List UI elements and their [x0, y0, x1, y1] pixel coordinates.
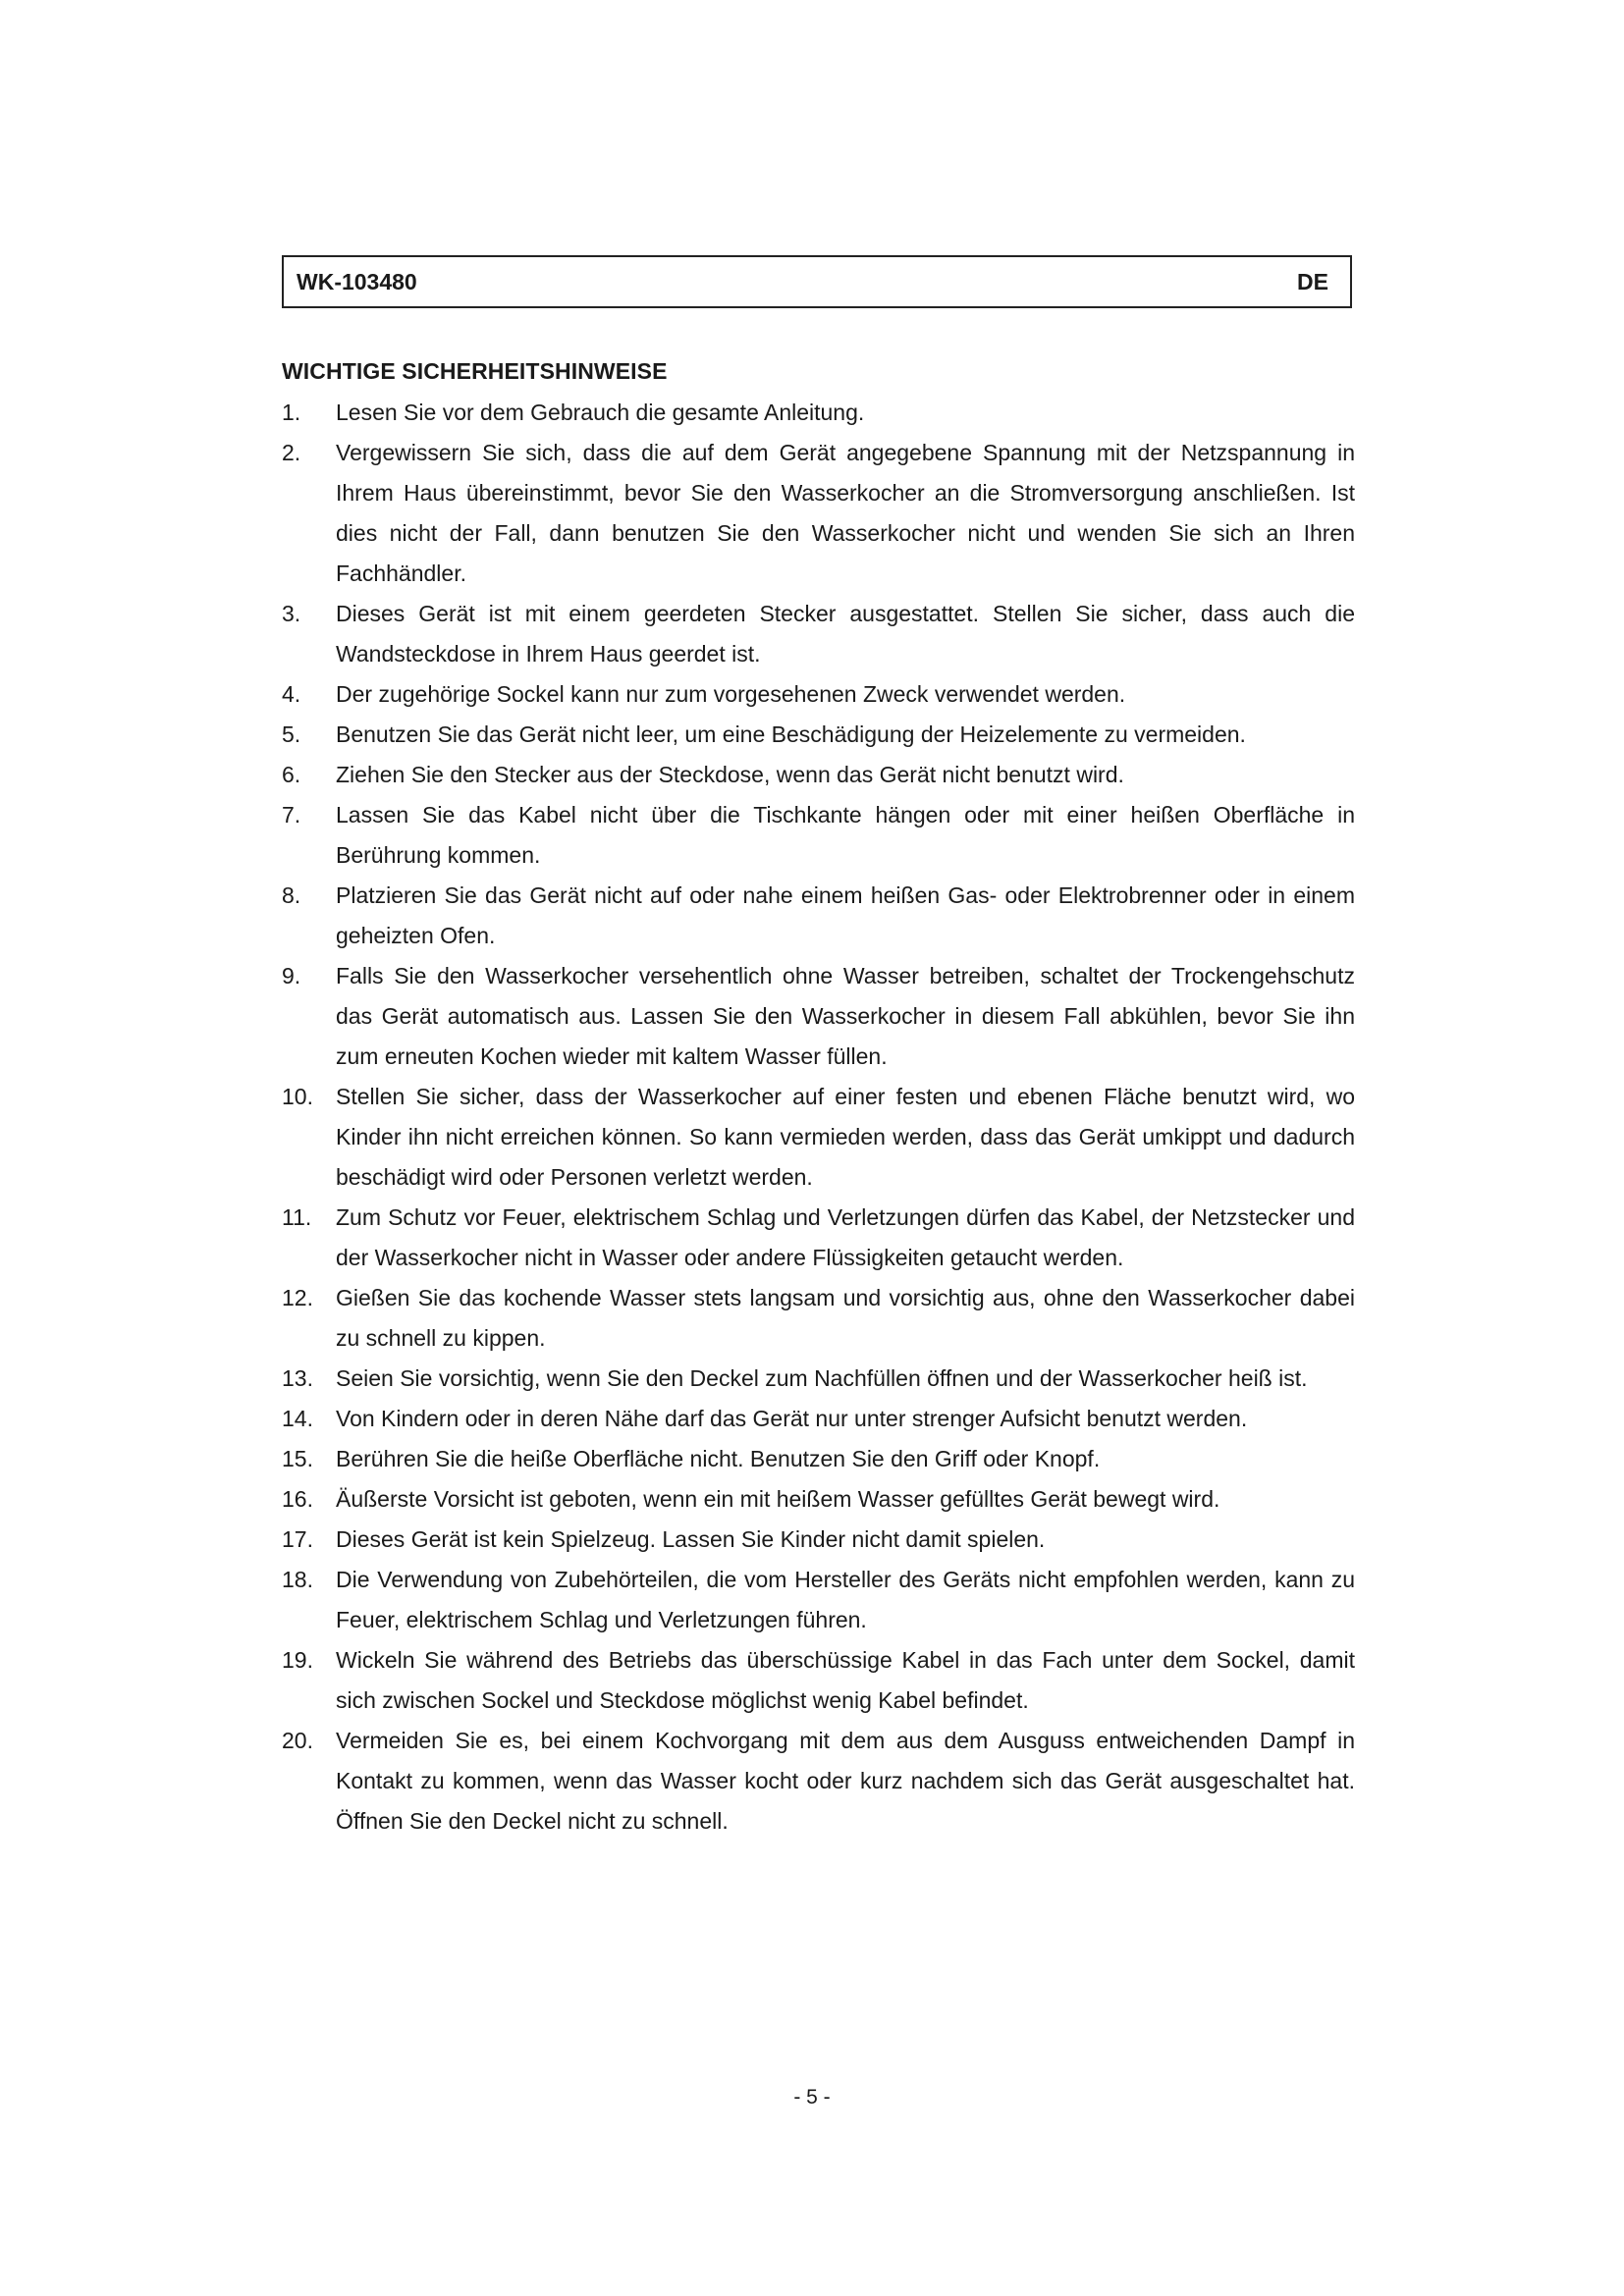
item-number: 15.	[282, 1446, 313, 1471]
list-item	[282, 674, 1355, 715]
item-number: 3.	[282, 601, 301, 626]
language-code: DE	[1297, 268, 1328, 294]
item-text: Die Verwendung von Zubehörteilen, die vom Hersteller des Geräts nicht empfohlen werden, kann zu Feuer, elektrischem Schlag und Verletzungen führen.	[336, 1567, 1355, 1632]
item-text: Zum Schutz vor Feuer, elektrischem Schlag und Verletzungen dürfen das Kabel, der Netzstecker und der Wasserkocher nicht in Wasser oder andere Flüssigkeiten getaucht werden.	[336, 1204, 1355, 1270]
safety-instructions-list	[282, 393, 1355, 1842]
item-number: 4.	[282, 681, 301, 707]
list-item	[282, 1359, 1355, 1399]
item-number: 20.	[282, 1728, 313, 1753]
item-number: 10.	[282, 1084, 313, 1109]
item-number: 6.	[282, 762, 301, 787]
item-text: Gießen Sie das kochende Wasser stets langsam und vorsichtig aus, ohne den Wasserkocher dabei zu schnell zu kippen.	[336, 1285, 1355, 1351]
item-number: 18.	[282, 1567, 313, 1592]
item-number: 13.	[282, 1365, 313, 1391]
item-text: Lassen Sie das Kabel nicht über die Tischkante hängen oder mit einer heißen Oberfläche in Berührung kommen.	[336, 802, 1355, 868]
item-number: 8.	[282, 882, 301, 908]
item-number: 7.	[282, 802, 301, 828]
item-number: 16.	[282, 1486, 313, 1512]
item-text: Der zugehörige Sockel kann nur zum vorgesehenen Zweck verwendet werden.	[336, 681, 1126, 707]
item-text: Stellen Sie sicher, dass der Wasserkocher auf einer festen und ebenen Fläche benutzt wird, wo Kinder ihn nicht erreichen können. So kann vermieden werden, dass das Gerät umkippt und dadurch beschädigt wird oder Personen verletzt werden.	[336, 1084, 1355, 1190]
list-item	[282, 1439, 1355, 1479]
item-text: Berühren Sie die heiße Oberfläche nicht. Benutzen Sie den Griff oder Knopf.	[336, 1446, 1101, 1471]
list-item	[282, 876, 1355, 956]
item-text: Seien Sie vorsichtig, wenn Sie den Deckel zum Nachfüllen öffnen und der Wasserkocher heiß ist.	[336, 1365, 1308, 1391]
list-item	[282, 1479, 1355, 1520]
list-item	[282, 1278, 1355, 1359]
item-number: 9.	[282, 963, 301, 988]
model-number: WK-103480	[297, 268, 417, 294]
list-item	[282, 1077, 1355, 1198]
page-number: - 5 -	[793, 2086, 831, 2109]
item-text: Vergewissern Sie sich, dass die auf dem Gerät angegebene Spannung mit der Netzspannung in Ihrem Haus übereinstimmt, bevor Sie den Wasserkocher an die Stromversorgung anschließen. Ist dies nicht der Fall, dann benutzen Sie den Wasserkocher nicht und wenden Sie sich an Ihren Fachhändler.	[336, 440, 1355, 586]
list-item	[282, 715, 1355, 755]
item-number: 5.	[282, 721, 301, 747]
item-text: Vermeiden Sie es, bei einem Kochvorgang mit dem aus dem Ausguss entweichenden Dampf in Kontakt zu kommen, wenn das Wasser kocht oder kurz nachdem sich das Gerät ausgeschaltet hat. Öffnen Sie den Deckel nicht zu schnell.	[336, 1728, 1355, 1834]
item-text: Äußerste Vorsicht ist geboten, wenn ein mit heißem Wasser gefülltes Gerät bewegt wird.	[336, 1486, 1220, 1512]
list-item	[282, 433, 1355, 594]
list-item	[282, 1198, 1355, 1278]
list-item	[282, 956, 1355, 1077]
item-text: Platzieren Sie das Gerät nicht auf oder nahe einem heißen Gas- oder Elektrobrenner oder in einem geheizten Ofen.	[336, 882, 1355, 948]
item-number: 11.	[282, 1204, 312, 1230]
document-header	[282, 255, 1352, 308]
item-number: 14.	[282, 1406, 313, 1431]
list-item	[282, 1399, 1355, 1439]
item-number: 17.	[282, 1526, 313, 1552]
section-title: WICHTIGE SICHERHEITSHINWEISE	[282, 358, 668, 384]
item-number: 2.	[282, 440, 301, 465]
list-item	[282, 393, 1355, 433]
item-text: Lesen Sie vor dem Gebrauch die gesamte Anleitung.	[336, 400, 865, 425]
item-text: Wickeln Sie während des Betriebs das überschüssige Kabel in das Fach unter dem Sockel, damit sich zwischen Sockel und Steckdose möglichst wenig Kabel befindet.	[336, 1647, 1355, 1713]
list-item	[282, 1640, 1355, 1721]
item-text: Falls Sie den Wasserkocher versehentlich ohne Wasser betreiben, schaltet der Trockengehschutz das Gerät automatisch aus. Lassen Sie den Wasserkocher in diesem Fall abkühlen, bevor Sie ihn zum erneuten Kochen wieder mit kaltem Wasser füllen.	[336, 963, 1355, 1069]
list-item	[282, 755, 1355, 795]
list-item	[282, 1560, 1355, 1640]
item-number: 1.	[282, 400, 301, 425]
item-number: 12.	[282, 1285, 313, 1310]
item-text: Ziehen Sie den Stecker aus der Steckdose, wenn das Gerät nicht benutzt wird.	[336, 762, 1124, 787]
list-item	[282, 1721, 1355, 1842]
list-item	[282, 1520, 1355, 1560]
item-text: Von Kindern oder in deren Nähe darf das Gerät nur unter strenger Aufsicht benutzt werden.	[336, 1406, 1248, 1431]
item-text: Dieses Gerät ist kein Spielzeug. Lassen Sie Kinder nicht damit spielen.	[336, 1526, 1046, 1552]
item-text: Benutzen Sie das Gerät nicht leer, um eine Beschädigung der Heizelemente zu vermeiden.	[336, 721, 1246, 747]
item-text: Dieses Gerät ist mit einem geerdeten Stecker ausgestattet. Stellen Sie sicher, dass auch die Wandsteckdose in Ihrem Haus geerdet ist.	[336, 601, 1355, 667]
item-number: 19.	[282, 1647, 313, 1673]
list-item	[282, 795, 1355, 876]
list-item	[282, 594, 1355, 674]
